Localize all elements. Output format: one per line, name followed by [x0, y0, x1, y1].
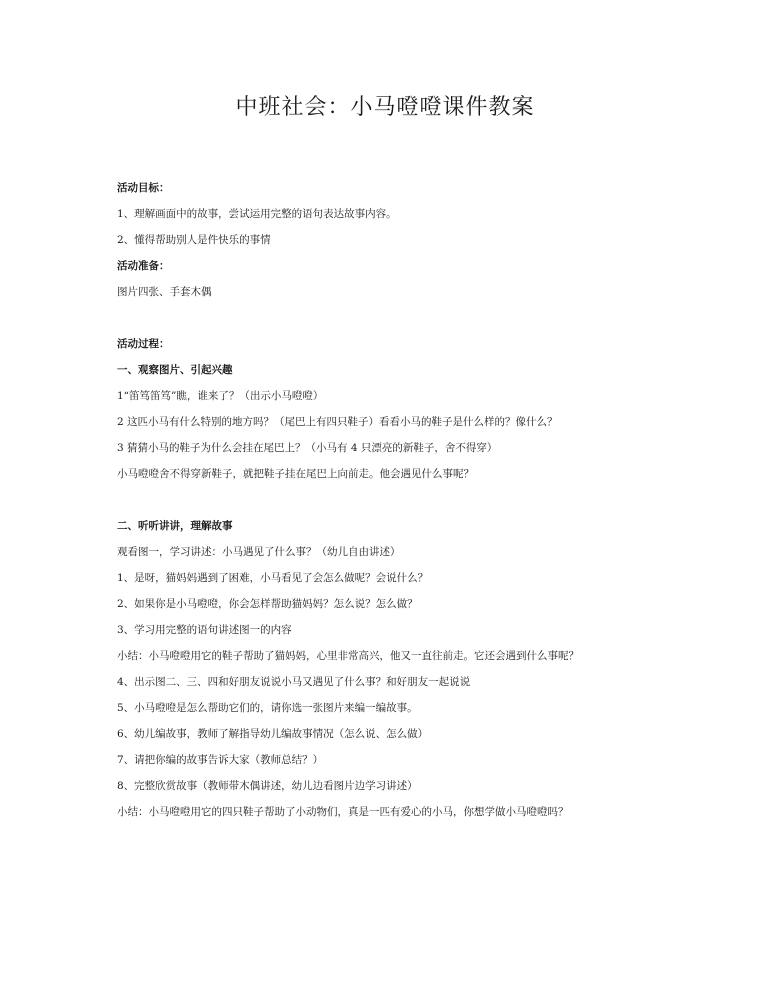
section-2-heading: 二、听听讲讲，理解故事 — [117, 520, 233, 532]
section-1-step-1: 1“笛笃笛笃”瞧，谁来了？（出示小马噔噔） — [117, 390, 324, 402]
document-title: 中班社会：小马噔噔课件教案 — [235, 95, 535, 120]
section-2-step-6: 6、幼儿编故事，教师了解指导幼儿编故事情况（怎么说、怎么做） — [117, 728, 429, 740]
heading-activity-process: 活动过程： — [117, 338, 170, 350]
section-2-intro: 观看图一，学习讲述：小马遇见了什么事？（幼儿自由讲述） — [117, 546, 401, 558]
section-1-step-3: 3 猜猜小马的鞋子为什么会挂在尾巴上？（小马有 4 只漂亮的新鞋子，舍不得穿） — [117, 442, 498, 454]
section-1-heading: 一、观察图片、引起兴趣 — [117, 364, 233, 376]
section-2-step-1: 1、是呀，猫妈妈遇到了困难，小马看见了会怎么做呢？会说什么？ — [117, 572, 429, 584]
goal-item-1: 1、理解画面中的故事，尝试运用完整的语句表达故事内容。 — [117, 208, 397, 220]
heading-activity-prep: 活动准备： — [117, 260, 170, 272]
prep-materials: 图片四张、手套木偶 — [117, 286, 212, 298]
section-2-step-5: 5、小马噔噔是怎么帮助它们的，请你选一张图片来编一编故事。 — [117, 702, 418, 714]
section-2-step-4: 4、出示图二、三、四和好朋友说说小马又遇见了什么事？和好朋友一起说说 — [117, 676, 471, 688]
section-2-step-2: 2、如果你是小马噔噔，你会怎样帮助猫妈妈？怎么说？怎么做？ — [117, 598, 418, 610]
section-2-step-3: 3、学习用完整的语句讲述图一的内容 — [117, 624, 292, 636]
section-2-summary-1: 小结：小马噔噔用它的鞋子帮助了猫妈妈，心里非常高兴，他又一直往前走。它还会遇到什么事呢？ — [117, 650, 579, 662]
section-2-step-8: 8、完整欣赏故事（教师带木偶讲述，幼儿边看图片边学习讲述） — [117, 780, 418, 792]
section-2-summary-2: 小结：小马噔噔用它的四只鞋子帮助了小动物们，真是一匹有爱心的小马，你想学做小马噔噔吗？ — [117, 806, 569, 818]
section-1-step-2: 2 这匹小马有什么特别的地方吗？（尾巴上有四只鞋子）看看小马的鞋子是什么样的？像什么？ — [117, 416, 558, 428]
section-2-step-7: 7、请把你编的故事告诉大家（教师总结？） — [117, 754, 324, 766]
heading-activity-goals: 活动目标： — [117, 182, 170, 194]
section-1-summary: 小马噔噔舍不得穿新鞋子，就把鞋子挂在尾巴上向前走。他会遇见什么事呢？ — [117, 468, 474, 480]
goal-item-2: 2、懂得帮助别人是件快乐的事情 — [117, 234, 271, 246]
